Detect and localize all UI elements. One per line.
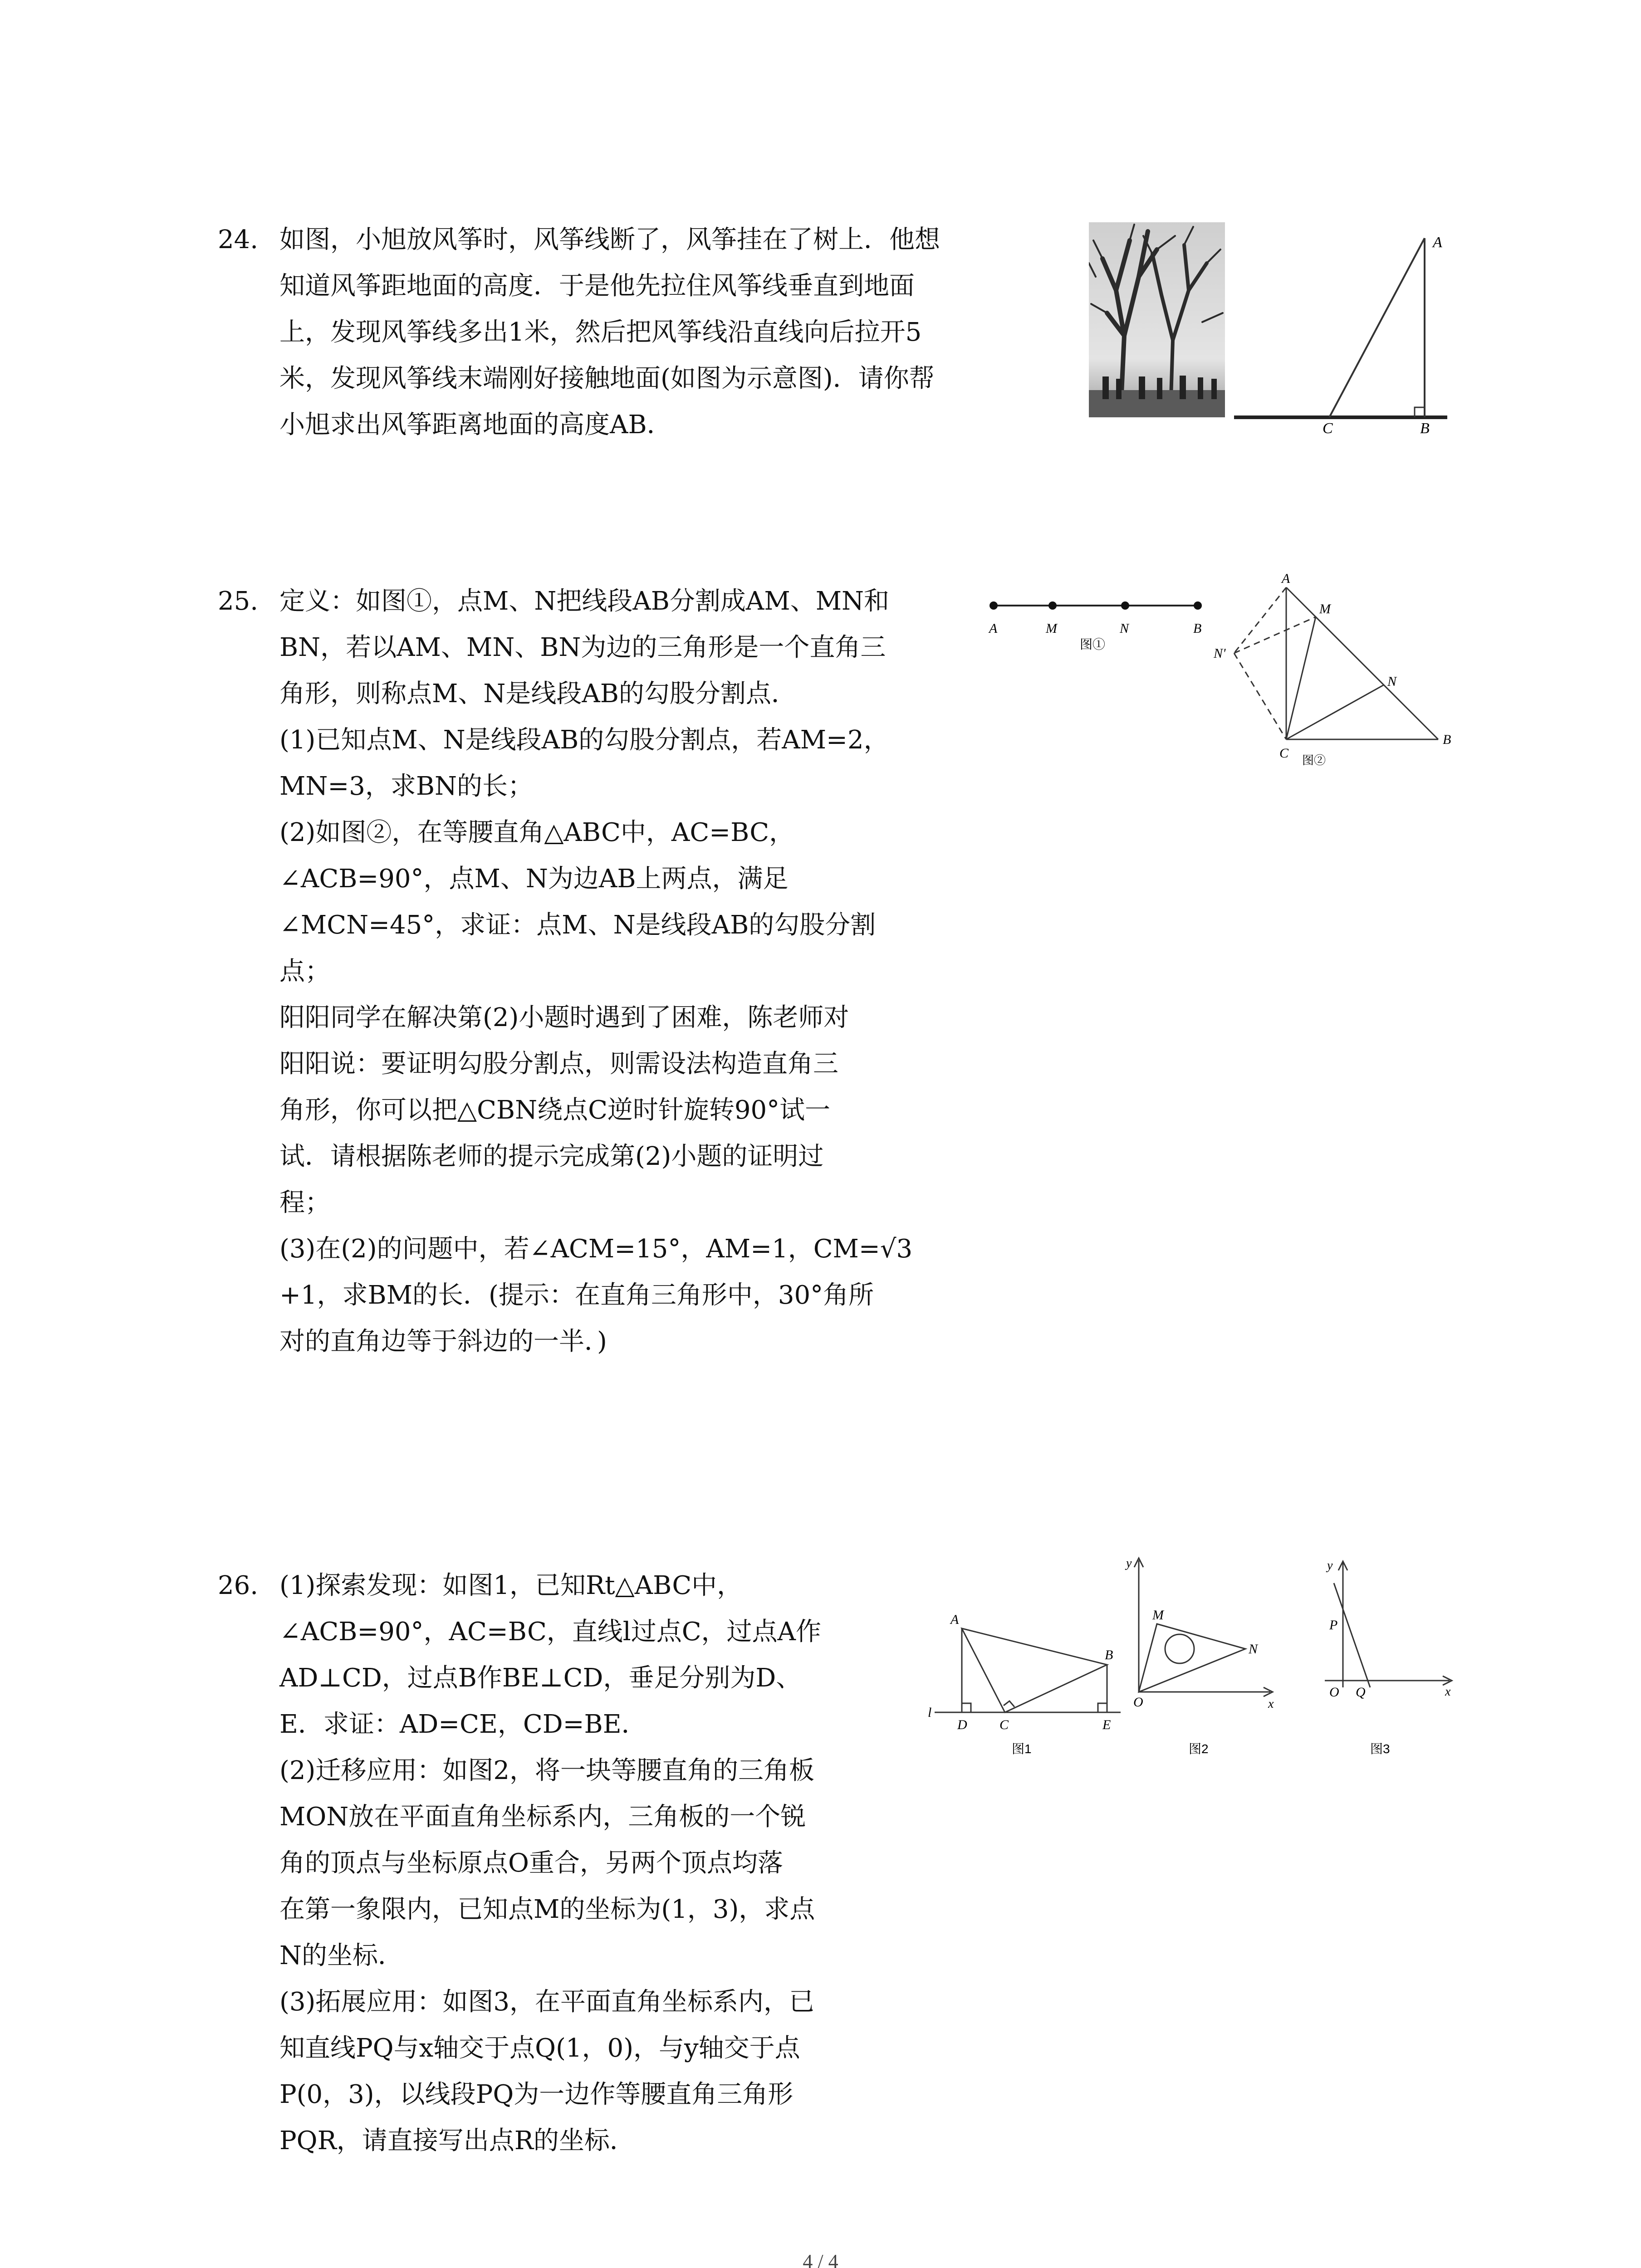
- coordinate-figure-3: [1316, 1551, 1461, 1765]
- problem-text-line: 点；: [279, 957, 330, 986]
- label-a: A: [950, 1612, 959, 1627]
- problem-text-line: (2)如图②，在等腰直角△ABC中，AC=BC，: [279, 818, 795, 847]
- problem-text-line: E．求证：AD=CE，CD=BE．: [279, 1710, 647, 1739]
- label-d: D: [957, 1717, 967, 1732]
- segment-figure-1: [980, 581, 1216, 662]
- label-n: N: [1249, 1642, 1258, 1657]
- kite-tree-photo: [1089, 222, 1225, 417]
- label-n: N: [1120, 621, 1129, 636]
- figure-caption: 图1: [1012, 1742, 1032, 1756]
- label-a: A: [1433, 234, 1442, 251]
- label-b: B: [1443, 732, 1451, 747]
- figure-caption: 图2: [1189, 1742, 1209, 1756]
- problem-text-line: (3)拓展应用：如图3，在平面直角坐标系内，已: [279, 1987, 814, 2017]
- problem-text-line: (2)迁移应用：如图2，将一块等腰直角的三角板: [279, 1756, 814, 1785]
- right-triangle-figure-1: [926, 1597, 1130, 1778]
- problem-text-line: (3)在(2)的问题中，若∠ACM=15°，AM=1，CM=√3: [279, 1234, 913, 1264]
- label-m: M: [1152, 1608, 1164, 1623]
- label-y: y: [1327, 1559, 1333, 1573]
- problem-text-line: MN=3，求BN的长；: [279, 772, 534, 801]
- coordinate-figure-2: [1121, 1547, 1284, 1765]
- problem-number: 26.: [218, 1571, 259, 1600]
- label-x: x: [1445, 1685, 1451, 1699]
- label-c: C: [1279, 746, 1289, 761]
- problem-text-line: 角形，则称点M、N是线段AB的勾股分割点．: [279, 679, 797, 709]
- problem-text-line: +1，求BM的长．(提示：在直角三角形中，30°角所: [279, 1281, 874, 1310]
- label-c: C: [1323, 420, 1333, 435]
- label-o: O: [1133, 1695, 1143, 1710]
- problem-text-line: AD⊥CD，过点B作BE⊥CD，垂足分别为D、: [279, 1663, 802, 1693]
- problem-text-line: 在第一象限内，已知点M的坐标为(1，3)，求点: [279, 1895, 815, 1924]
- problem-text-line: 对的直角边等于斜边的一半．): [279, 1327, 607, 1356]
- problem-text-line: 角的顶点与坐标原点O重合，另两个顶点均落: [279, 1848, 783, 1878]
- label-q: Q: [1356, 1685, 1366, 1700]
- label-m: M: [1046, 621, 1057, 636]
- label-b: B: [1193, 621, 1202, 636]
- figure-caption: 图3: [1370, 1742, 1390, 1756]
- problem-text-line: 如图，小旭放风筝时，风筝线断了，风筝挂在了树上．他想: [279, 225, 940, 254]
- problem-text-line: 定义：如图①，点M、N把线段AB分割成AM、MN和: [279, 587, 890, 616]
- figure-caption: 图①: [1080, 637, 1106, 651]
- label-l: l: [928, 1705, 932, 1720]
- problem-text-line: (1)探索发现：如图1，已知Rt△ABC中，: [279, 1571, 743, 1600]
- label-x: x: [1268, 1697, 1274, 1711]
- problem-text-line: BN，若以AM、MN、BN为边的三角形是一个直角三: [279, 633, 886, 662]
- kite-diagram: [1230, 227, 1465, 435]
- problem-text-line: 知直线PQ与x轴交于点Q(1，0)，与y轴交于点: [279, 2033, 800, 2063]
- problem-24: [218, 217, 940, 448]
- problem-25: [218, 578, 912, 1365]
- problem-text-line: 上，发现风筝线多出1米，然后把风筝线沿直线向后拉开5: [279, 318, 922, 347]
- problem-number: 25.: [218, 587, 259, 616]
- label-o: O: [1329, 1685, 1339, 1700]
- label-m: M: [1319, 601, 1331, 616]
- problem-text-line: 阳阳同学在解决第(2)小题时遇到了困难，陈老师对: [279, 1003, 849, 1032]
- problem-text-line: ∠ACB=90°，点M、N为边AB上两点，满足: [279, 864, 789, 894]
- problem-text-line: 试．请根据陈老师的提示完成第(2)小题的证明过: [279, 1142, 824, 1171]
- problem-text-line: P(0，3)，以线段PQ为一边作等腰直角三角形: [279, 2080, 794, 2109]
- label-a: A: [1282, 572, 1290, 586]
- label-n-prime: N': [1214, 646, 1226, 661]
- problem-text-line: 角形，你可以把△CBN绕点C逆时针旋转90°试一: [279, 1095, 831, 1125]
- page-number: 4 / 4: [803, 2250, 838, 2268]
- problem-number: 24.: [218, 225, 259, 254]
- problem-text-line: ∠MCN=45°，求证：点M、N是线段AB的勾股分割: [279, 910, 876, 940]
- problem-text-line: (1)已知点M、N是线段AB的勾股分割点，若AM=2，: [279, 725, 889, 755]
- problem-text-line: 程；: [279, 1188, 330, 1217]
- problem-text-line: 知道风筝距地面的高度．于是他先拉住风筝线垂直到地面: [279, 271, 915, 301]
- problem-text-line: MON放在平面直角坐标系内，三角板的一个锐: [279, 1802, 806, 1832]
- problem-text-line: 小旭求出风筝距离地面的高度AB．: [279, 410, 672, 440]
- label-n: N: [1387, 674, 1397, 689]
- label-y: y: [1126, 1556, 1132, 1570]
- label-b: B: [1105, 1647, 1113, 1662]
- label-p: P: [1329, 1618, 1338, 1633]
- problem-text-line: N的坐标．: [279, 1941, 403, 1970]
- label-e: E: [1102, 1717, 1111, 1732]
- triangle-figure-2: [1207, 572, 1461, 785]
- problem-text-line: 米，发现风筝线末端刚好接触地面(如图为示意图)．请你帮: [279, 364, 935, 393]
- problem-26: [218, 1563, 821, 2164]
- figure-caption: 图②: [1302, 753, 1326, 767]
- problem-text-line: 阳阳说：要证明勾股分割点，则需设法构造直角三: [279, 1049, 838, 1079]
- problem-text-line: PQR，请直接写出点R的坐标．: [279, 2126, 635, 2156]
- label-a: A: [989, 621, 998, 636]
- problem-text-line: ∠ACB=90°，AC=BC，直线l过点C，过点A作: [279, 1617, 821, 1647]
- label-c: C: [999, 1717, 1009, 1732]
- label-b: B: [1420, 420, 1430, 435]
